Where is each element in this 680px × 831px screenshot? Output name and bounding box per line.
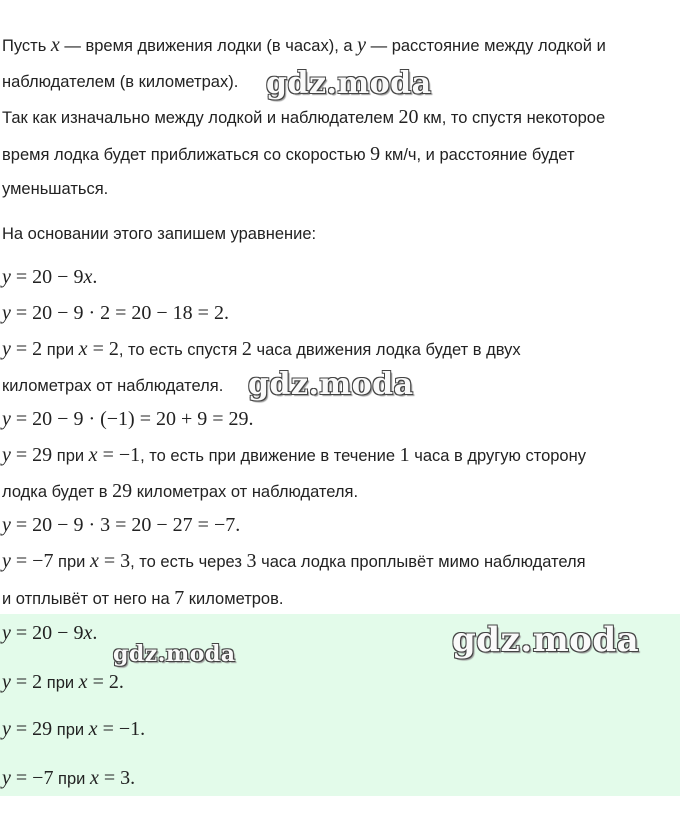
para2-line-1 <box>2 107 605 128</box>
text: и отплывёт от него на <box>2 590 175 608</box>
text: часа движения лодка будет в двух <box>251 341 521 359</box>
var-x: x <box>83 622 93 644</box>
text: , то есть при движение в течение <box>140 447 400 465</box>
var-y: y <box>2 718 11 740</box>
expression: = 2 <box>10 338 43 360</box>
text: км/ч, и расстояние будет <box>380 146 575 164</box>
number: 29 <box>112 480 133 502</box>
var-x: x <box>83 266 93 288</box>
text: километрах от наблюдателя. <box>2 377 224 395</box>
text: наблюдателем (в километрах). <box>2 73 239 91</box>
text: Так как изначально между лодкой и наблюдателем <box>2 109 399 127</box>
text: Пусть <box>2 37 51 55</box>
expression: = −7 <box>10 767 54 789</box>
var-y: y <box>2 408 11 430</box>
number: 2 <box>241 338 252 360</box>
expression: = 3 <box>98 550 131 572</box>
watermark: gdz.moda <box>266 66 432 101</box>
var-y: y <box>2 767 11 789</box>
expression: = 2 <box>10 671 43 693</box>
text: км, то спустя некоторое <box>418 109 606 127</box>
text: при <box>53 770 90 788</box>
var-y: y <box>2 671 11 693</box>
text: при <box>42 674 79 692</box>
expression: = 3. <box>98 767 136 789</box>
expression: = 29 <box>10 444 53 466</box>
var-y: y <box>357 34 367 56</box>
var-x: x <box>50 34 60 56</box>
text: при <box>52 721 89 739</box>
number: 9 <box>370 143 381 165</box>
answer-line-4 <box>2 768 135 789</box>
expression: = 29 <box>10 718 53 740</box>
intro-line-2 <box>2 72 238 92</box>
var-x: x <box>89 767 99 789</box>
text: часа в другую сторону <box>409 447 586 465</box>
text: километрах от наблюдателя. <box>132 483 359 501</box>
text: , то есть спустя <box>118 341 242 359</box>
text: лодка будет в <box>2 483 113 501</box>
statement-3-line-2 <box>2 588 283 609</box>
watermark: gdz.moda <box>452 620 640 660</box>
var-y: y <box>2 266 11 288</box>
text: часа лодка проплывёт мимо наблюдателя <box>256 553 586 571</box>
para2-line-3 <box>2 179 108 199</box>
text: километров. <box>184 590 284 608</box>
text: время лодка будет приближаться со скоростью <box>2 146 371 164</box>
text: — расстояние между лодкой и <box>366 37 606 55</box>
text: уменьшаться. <box>2 180 109 198</box>
expression: = 2 <box>87 338 119 360</box>
var-x: x <box>78 671 88 693</box>
text: , то есть через <box>130 553 247 571</box>
expression: = 20 − 9 · 2 = 20 − 18 = 2. <box>10 302 229 324</box>
text: при <box>53 553 90 571</box>
equation-3 <box>2 409 254 430</box>
number: 7 <box>174 587 185 609</box>
expression: = 20 − 9 <box>10 266 84 288</box>
number: 1 <box>399 444 410 466</box>
text: при <box>42 341 79 359</box>
expression: = −7 <box>10 550 54 572</box>
expression: = 20 − 9 · (−1) = 20 + 9 = 29. <box>10 408 254 430</box>
answer-line-1 <box>2 623 97 644</box>
var-y: y <box>2 338 11 360</box>
para2-line-2 <box>2 144 575 165</box>
expression: = −1 <box>97 444 141 466</box>
answer-line-2 <box>2 672 124 693</box>
expression: = 20 − 9 <box>10 622 84 644</box>
number: 3 <box>246 550 257 572</box>
var-x: x <box>88 444 98 466</box>
var-y: y <box>2 444 11 466</box>
var-y: y <box>2 550 11 572</box>
text: — время движения лодки (в часах), а <box>59 37 358 55</box>
text: при <box>52 447 89 465</box>
watermark: gdz.moda <box>248 367 414 402</box>
equation-4 <box>2 515 240 536</box>
var-x: x <box>88 718 98 740</box>
statement-2-line-2 <box>2 481 358 502</box>
statement-1-line-1 <box>2 339 521 360</box>
number: 20 <box>398 106 419 128</box>
answer-line-3 <box>2 719 145 740</box>
expression: = −1. <box>97 718 146 740</box>
var-y: y <box>2 302 11 324</box>
statement-1-line-2 <box>2 376 223 396</box>
punct: . <box>92 266 98 288</box>
expression: = 2. <box>87 671 124 693</box>
intro-line-1 <box>2 35 606 56</box>
statement-2-line-1 <box>2 445 586 466</box>
punct: . <box>92 622 98 644</box>
var-y: y <box>2 622 11 644</box>
var-x: x <box>89 550 99 572</box>
watermark: gdz.moda <box>113 641 236 667</box>
text: На основании этого запишем уравнение: <box>2 225 317 243</box>
equation-1 <box>2 267 97 288</box>
var-x: x <box>78 338 88 360</box>
para3-line <box>2 224 316 244</box>
var-y: y <box>2 514 11 536</box>
equation-2 <box>2 303 229 324</box>
expression: = 20 − 9 · 3 = 20 − 27 = −7. <box>10 514 241 536</box>
statement-3-line-1 <box>2 551 586 572</box>
